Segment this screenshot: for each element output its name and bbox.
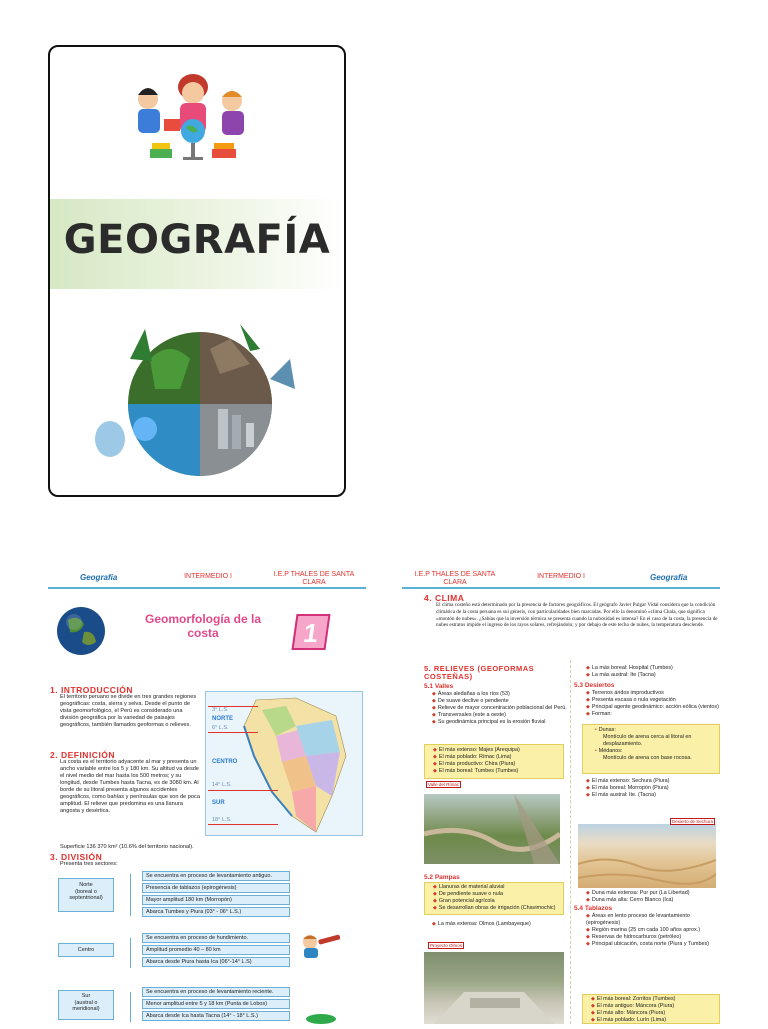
valle-rimac-photo bbox=[424, 794, 560, 864]
sector-center-item-1: Amplitud promedio 40 – 80 km bbox=[142, 945, 290, 955]
pampas-item: ◆ Se desarrollan obras de irrigación (Chavimochic) bbox=[433, 905, 556, 911]
pampas-item: ◆ Gran potencial agrícola bbox=[433, 898, 495, 904]
dunes-after-item: ◆ Duna más extensa: Pur pur (La Libertad) bbox=[586, 890, 690, 896]
pampas-heading: 5.2 Pampas bbox=[424, 874, 460, 881]
dunas-title: • Dunas: bbox=[595, 727, 616, 733]
sector-north-item-3: Abarca Tumbes y Piura (03° - 06° L.S.) bbox=[142, 907, 290, 917]
medanos-title: • Médanos: bbox=[595, 748, 623, 754]
children-reading-illustration bbox=[128, 69, 258, 174]
pampas-box bbox=[424, 882, 564, 915]
tablazos-list bbox=[586, 913, 720, 948]
left-page bbox=[48, 568, 366, 1024]
col2-top-item: ◆ La más austral: Ite (Tacna) bbox=[586, 672, 656, 678]
valles-highlight: ◆ El más poblado: Rímac (Lima) bbox=[433, 754, 512, 760]
valles-highlight: ◆ El más extenso: Majes (Arequipa) bbox=[433, 747, 520, 753]
desierto-sechura-photo bbox=[578, 824, 716, 888]
sector-south-item-2: Abarca desde Ica hasta Tacna (14° - 18° L.S.) bbox=[142, 1011, 290, 1021]
pampas-item: ◆ De pendiente suave o nula bbox=[433, 891, 503, 897]
valles-list bbox=[432, 691, 568, 726]
header-subject: Geografía bbox=[80, 573, 118, 582]
definition-heading: 2. DEFINICIÓN bbox=[50, 750, 116, 760]
desiertos-item: ◆ Forman: bbox=[586, 711, 612, 717]
valles-highlight: ◆ El más boreal: Tumbes (Tumbes) bbox=[433, 768, 519, 774]
map-label-center: CENTRO bbox=[212, 759, 238, 765]
valles-highlight: ◆ El más productivo: Chira (Piura) bbox=[433, 761, 516, 767]
cover-title: GEOGRAFÍA bbox=[63, 217, 331, 263]
col2-top-list bbox=[586, 665, 720, 679]
map-label-0: 3° L.S. bbox=[212, 707, 229, 713]
map-label-south: SUR bbox=[212, 800, 225, 806]
sector-north-item-2: Mayor amplitud 180 km (Morropón) bbox=[142, 895, 290, 905]
world-globe-illustration bbox=[90, 319, 305, 484]
pampas-item: ◆ Llanuras de material aluvial bbox=[433, 884, 505, 890]
header-subject: Geografía bbox=[650, 573, 688, 582]
valles-heading: 5.1 Valles bbox=[424, 683, 454, 690]
desiertos-item: ◆ Principal agente geodinámico: acción eólica (vientos) bbox=[586, 704, 719, 710]
surface-text: Superficie 136 370 km² (10.6% del territorio nacional). bbox=[60, 844, 194, 850]
peru-map-icon bbox=[236, 696, 356, 834]
sector-north-label: Norte (boreal o septentrional) bbox=[58, 878, 114, 912]
tablazos-item: ◆ Reservas de hidrocarburos (petróleo) bbox=[586, 934, 682, 940]
valle-photo-label: Valle del Rímac bbox=[428, 782, 460, 787]
desiertos-after-item: ◆ El más austral: Ite. (Tacna) bbox=[586, 792, 656, 798]
sechura-photo-label: Desierto de Sechura bbox=[672, 819, 714, 824]
sector-center-item-0: Se encuentra en proceso de hundimiento. bbox=[142, 933, 290, 943]
desiertos-item: ◆ Presenta escasa o nula vegetación bbox=[586, 697, 676, 703]
desiertos-item: ◆ Terrenos áridos improductivos bbox=[586, 690, 664, 696]
division-heading: 3. DIVISIÓN bbox=[50, 852, 103, 862]
dunes-after-item: ◆ Duna más alta: Cerro Blanco (Ica) bbox=[586, 897, 674, 903]
dunas-medanos-box bbox=[582, 724, 720, 774]
valles-item: ◆ Transversales (este a oeste) bbox=[432, 712, 506, 718]
clima-text: El clima costeño está determinado por la presencia de factores geográficos. El geógrafo Javier Pulgar Vidal considera que la condición climática de la costa peruana es sui géneris, con particularidades bien marcadas. Por ello la denominó «clima Chala, que significa «montón de nubes». ¿Sabías que la inversión térmica se presenta cuando la nubosidad es intensa? En el caso de la costa, la presencia de nubes estratos impide el ingreso de los rayos solares, refrejándolo; y por debajo de este techo de nubes, la temperatura desciende. bbox=[436, 602, 718, 629]
map-label-north: NORTE bbox=[212, 716, 233, 722]
relieves-heading: 5. RELIEVES (GEOFORMAS COSTEÑAS) bbox=[424, 664, 535, 681]
sector-center-item-2: Abarca desde Piura hasta Ica (06°-14° L.S) bbox=[142, 957, 290, 967]
col2-top-item: ◆ La más boreal: Hospital (Tumbes) bbox=[586, 665, 673, 671]
pampas-extra: ◆ La más extensa: Olmos (Lambayeque) bbox=[432, 921, 531, 927]
tablazos-item: ◆ Principal ubicación, costa norte (Piura y Tumbes) bbox=[586, 941, 710, 947]
desiertos-after-list bbox=[586, 778, 720, 799]
sector-north-item-0: Se encuentra en proceso de levantamiento antiguo. bbox=[142, 871, 290, 881]
peru-coast-map bbox=[205, 691, 363, 836]
tablazos-highlight: ◆ El más antiguo: Máncora (Piura) bbox=[591, 1003, 675, 1009]
tablazos-heading: 5.4 Tablazos bbox=[574, 905, 613, 912]
lesson-number-badge: 1 bbox=[291, 614, 330, 650]
valles-item: ◆ Áreas aledañas a los ríos (53) bbox=[432, 691, 510, 697]
map-label-2: 6° L.S. bbox=[212, 725, 229, 731]
desiertos-after-item: ◆ El más extenso: Sechura (Piura) bbox=[586, 778, 670, 784]
right-page-header bbox=[402, 568, 720, 592]
clima-heading: 4. CLIMA bbox=[424, 593, 465, 603]
definition-text: La costa es el territorio adyacente al mar y presenta un ancho variable entre los 5 y 180 km. Su altitud va desde el nivel medio del mar hasta los 500 metros; y su longitud, desde Tumbes hasta Tacna, es de 3080 km. Al borde de su litoral presenta algunos accidentes geográficos, como bahías y penínsulas que son de poca amplitud. El relieve que predomina es una llanura angosta y desértica. bbox=[60, 759, 200, 814]
header-level: INTERMEDIO I bbox=[537, 573, 585, 580]
valles-highlight-box bbox=[424, 744, 564, 779]
lesson-title: Geomorfología de la costa bbox=[144, 612, 261, 640]
tablazos-item: ◆ Región marina (25 cm cada 100 años aprox.) bbox=[586, 927, 701, 933]
header-school: I.E.P THALES DE SANTA CLARA bbox=[414, 571, 496, 586]
desiertos-after-item: ◆ El más boreal: Morropón (Piura) bbox=[586, 785, 669, 791]
division-intro: Presenta tres sectores: bbox=[60, 861, 118, 867]
sector-south-item-0: Se encuentra en proceso de levantamiento reciente. bbox=[142, 987, 290, 997]
desiertos-list bbox=[586, 690, 720, 718]
tablazos-highlight: ◆ El más poblado: Lurín (Lima) bbox=[591, 1017, 667, 1023]
map-label-4: 14° L.S. bbox=[212, 782, 232, 788]
tablazos-highlight-box bbox=[582, 994, 720, 1024]
proyecto-olmos-photo bbox=[424, 952, 564, 1024]
valles-item: ◆ Relieve de mayor concentración poblacional del Perú. bbox=[432, 705, 567, 711]
dunes-after-list bbox=[586, 890, 720, 904]
boy-with-telescope-icon bbox=[296, 930, 344, 964]
sector-south-item-1: Menor amplitud entre 5 y 18 km (Punta de Lobos) bbox=[142, 999, 290, 1009]
right-page bbox=[402, 568, 720, 1024]
header-school: I.E.P THALES DE SANTA CLARA bbox=[273, 571, 355, 586]
cover-page bbox=[48, 45, 346, 497]
medanos-text: Montículo de arena con base rocosa. bbox=[603, 755, 692, 761]
valles-item: ◆ Su geodinámica principal es la erosión fluvial bbox=[432, 719, 546, 725]
valles-item: ◆ De suave declive o pendiente bbox=[432, 698, 509, 704]
intro-text: El territorio peruano se divide en tres grandes regiones geográficas: costa, sierra y selva. Desde el punto de vista geomorfológico, el Perú es considerado una división geográfica por la variedad de paisajes geográficos, también llamados geoformas o relieves. bbox=[60, 694, 197, 728]
desiertos-heading: 5.3 Desiertos bbox=[574, 682, 615, 689]
tablazos-highlight: ◆ El más alto: Máncora (Piura) bbox=[591, 1010, 666, 1016]
earth-globe-icon bbox=[56, 606, 106, 656]
header-level: INTERMEDIO I bbox=[184, 573, 232, 580]
sector-center-label: Centro bbox=[58, 943, 114, 957]
tablazos-item: ◆ Áreas en lento proceso de levantamiento (epirogénesis) bbox=[586, 913, 690, 926]
dunas-text: Montículo de arena cerca al litoral en desplazamiento. bbox=[603, 734, 692, 747]
olmos-photo-label: Proyecto Olmos bbox=[430, 943, 463, 948]
tablazos-highlight: ◆ El más boreal: Zorritos (Tumbes) bbox=[591, 996, 676, 1002]
green-oval-decoration bbox=[306, 1014, 336, 1024]
intro-heading: 1. INTRODUCCIÓN bbox=[50, 685, 134, 695]
sector-north-item-1: Presencia de tablazos (epirogénesis) bbox=[142, 883, 290, 893]
column-divider bbox=[570, 660, 571, 1024]
map-label-6: 18° L.S. bbox=[212, 817, 232, 823]
left-page-header bbox=[48, 568, 366, 592]
sector-south-label: Sur (austral o meridional) bbox=[58, 990, 114, 1020]
